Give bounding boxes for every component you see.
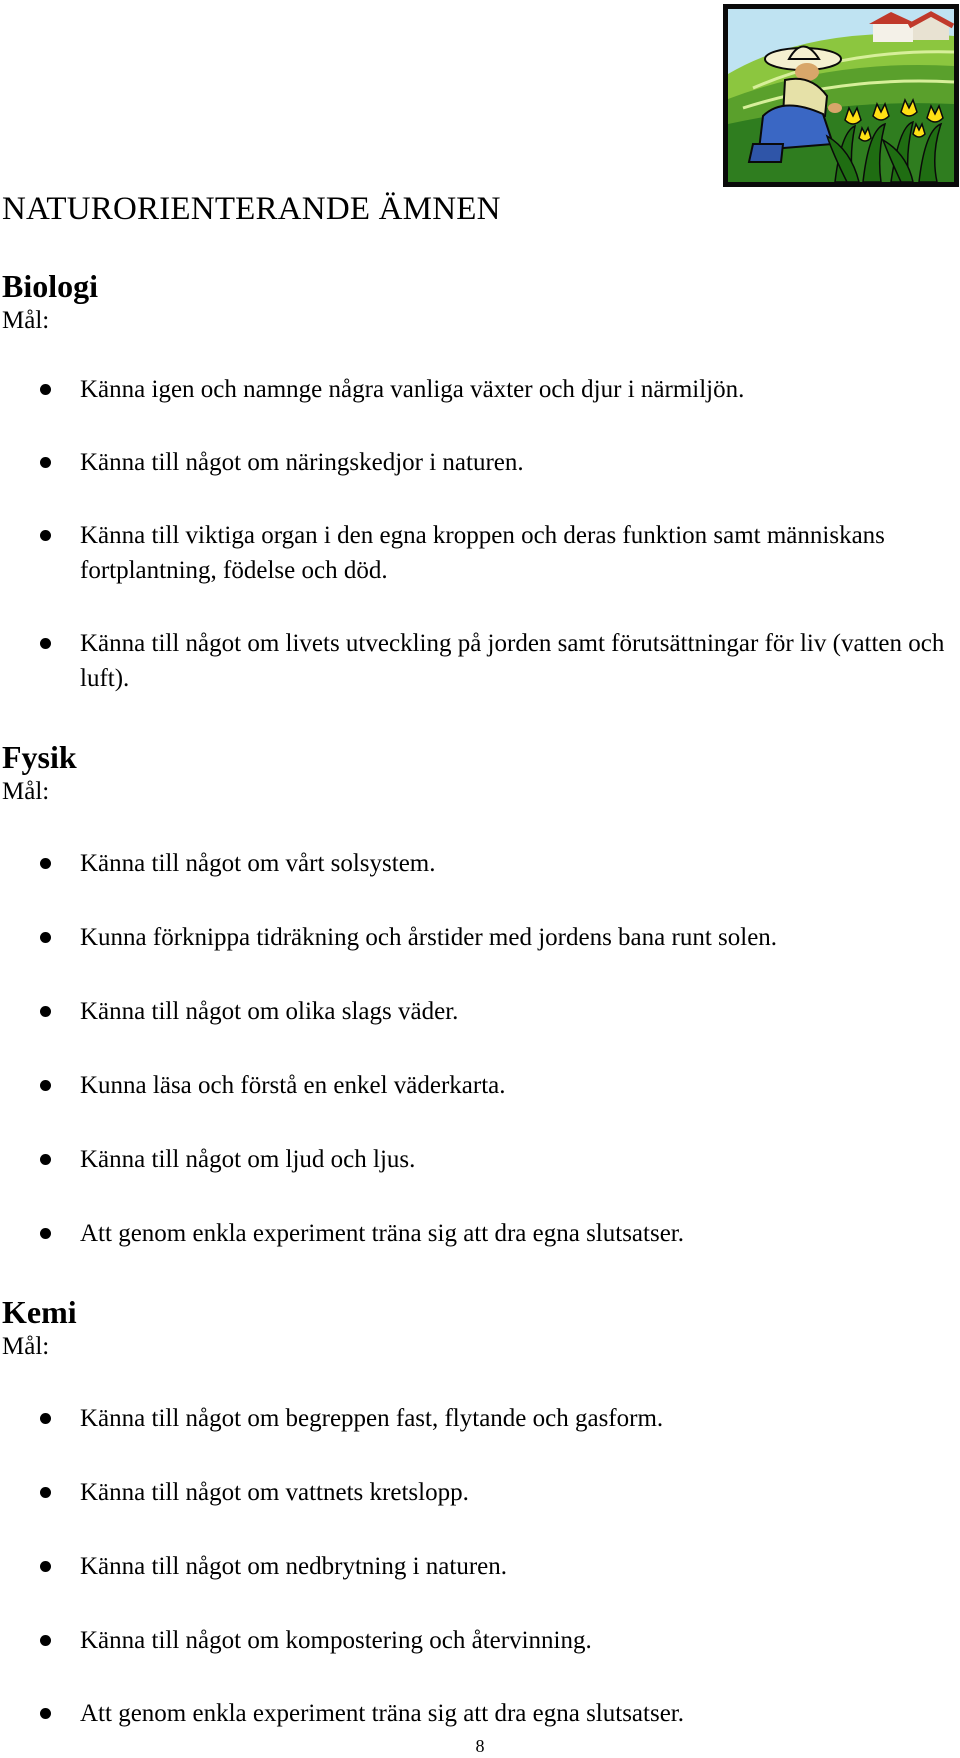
- bullet-icon: [40, 1413, 51, 1424]
- list-item: [2, 994, 952, 1029]
- section-subheading: Mål:: [2, 778, 50, 805]
- bullet-icon: [40, 457, 51, 468]
- list-item-text: Känna till något om kompostering och återvinning.: [80, 1627, 592, 1654]
- page-title: NATURORIENTERANDE ÄMNEN: [2, 191, 501, 227]
- gardener-tulips-icon: [723, 4, 959, 187]
- list-item-text: Kunna förknippa tidräkning och årstider med jordens bana runt solen.: [80, 924, 778, 951]
- list-item: [2, 1549, 952, 1584]
- bullet-icon: [40, 530, 51, 541]
- section-heading: Biologi: [2, 268, 99, 304]
- list-item-text: Känna till något om olika slags väder.: [80, 998, 459, 1025]
- bullet-icon: [40, 1487, 51, 1498]
- list-item: [2, 1142, 952, 1177]
- bullet-icon: [40, 638, 51, 649]
- section-subheading: Mål:: [2, 1333, 50, 1360]
- bullet-icon: [40, 858, 51, 869]
- section-heading: Kemi: [2, 1294, 77, 1330]
- bullet-icon: [40, 1006, 51, 1017]
- bullet-icon: [40, 1154, 51, 1165]
- bullet-icon: [40, 1635, 51, 1646]
- list-item-text: Att genom enkla experiment träna sig att dra egna slutsatser.: [80, 1700, 684, 1727]
- list-item: [2, 1475, 952, 1510]
- page-number: 8: [475, 1736, 485, 1756]
- list-item-text: Känna igen och namnge några vanliga växter och djur i närmiljön.: [80, 376, 745, 403]
- goal-list: [2, 846, 952, 1251]
- list-item: [2, 920, 952, 955]
- bullet-icon: [40, 1080, 51, 1091]
- list-item: [2, 1068, 952, 1103]
- list-item: [2, 846, 952, 881]
- list-item: [2, 1623, 952, 1658]
- bullet-icon: [40, 1708, 51, 1719]
- list-item-text: Känna till något om nedbrytning i naturen.: [80, 1553, 507, 1580]
- list-item-text: Känna till viktiga organ i den egna kroppen och deras funktion samt människans fortplantning, födelse och död.: [80, 522, 885, 584]
- section-biologi: [2, 266, 952, 696]
- bullet-icon: [40, 932, 51, 943]
- goal-list: [2, 1401, 952, 1731]
- list-item-text: Att genom enkla experiment träna sig att dra egna slutsatser.: [80, 1220, 684, 1247]
- section-subheading: Mål:: [2, 307, 50, 334]
- list-item: [2, 1401, 952, 1436]
- list-item-text: Känna till något om vattnets kretslopp.: [80, 1479, 469, 1506]
- bullet-icon: [40, 384, 51, 395]
- list-item: [2, 445, 952, 480]
- section-heading: Fysik: [2, 739, 77, 775]
- list-item: [2, 1216, 952, 1251]
- list-item-text: Känna till något om livets utveckling på jorden samt förutsättningar för liv (vatten och luft).: [80, 630, 945, 692]
- section-fysik: [2, 737, 952, 1251]
- list-item: [2, 372, 952, 407]
- bullet-icon: [40, 1561, 51, 1572]
- list-item: [2, 518, 952, 588]
- list-item-text: Kunna läsa och förstå en enkel väderkarta.: [80, 1072, 506, 1099]
- list-item-text: Känna till något om näringskedjor i naturen.: [80, 449, 524, 476]
- goal-list: [2, 372, 952, 696]
- list-item: [2, 1696, 952, 1731]
- section-kemi: [2, 1292, 952, 1731]
- list-item-text: Känna till något om begreppen fast, flytande och gasform.: [80, 1405, 664, 1432]
- list-item: [2, 626, 952, 696]
- list-item-text: Känna till något om vårt solsystem.: [80, 850, 436, 877]
- list-item-text: Känna till något om ljud och ljus.: [80, 1146, 416, 1173]
- bullet-icon: [40, 1228, 51, 1239]
